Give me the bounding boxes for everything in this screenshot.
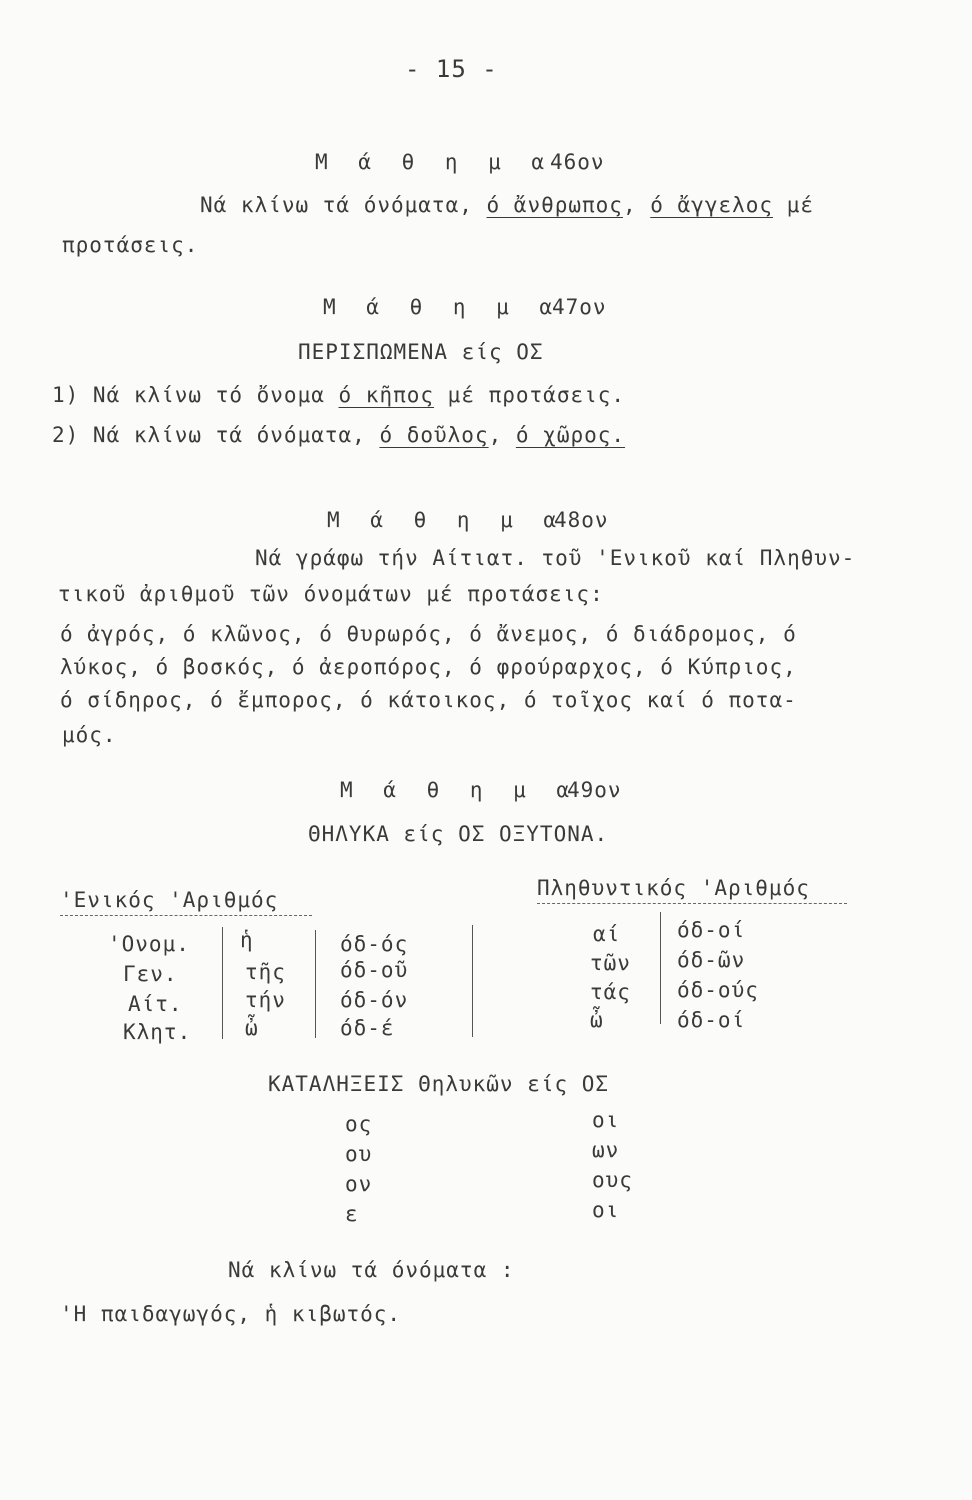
ending-singular: ε <box>345 1202 359 1226</box>
ending-plural: οι <box>592 1108 620 1132</box>
lesson-46-number: 46ον <box>550 150 605 174</box>
table-divider <box>315 930 316 1038</box>
lesson-48-line: τικοῦ ἀριθμοῦ τῶν όνομάτων μέ προτάσεις: <box>58 582 604 606</box>
table-divider <box>660 912 661 1024</box>
lesson-49-title: Μ ά θ η μ α <box>340 778 579 802</box>
ending-plural: ους <box>592 1168 633 1192</box>
sg-form: όδ-οῦ <box>340 958 409 982</box>
ex1-suffix: μέ προτάσεις. <box>434 383 626 407</box>
lesson-48-line: μός. <box>62 723 117 747</box>
lesson-48-number: 48ον <box>554 508 609 532</box>
lesson-48-title: Μ ά θ η μ α <box>327 508 566 532</box>
singular-header-underline <box>60 915 312 916</box>
lesson-48-line: ό σίδηρος, ό ἔμπορος, ό κάτοικος, ό τοῖχος καί ό ποτα- <box>60 688 797 712</box>
sg-article: ὦ <box>245 1016 259 1040</box>
pl-form: όδ-οί <box>677 1008 746 1032</box>
exercise-words: 'Η παιδαγωγός, ἡ κιβωτός. <box>60 1302 402 1326</box>
lesson-47-number: 47ον <box>552 295 607 319</box>
lesson-47-subtitle: ΠΕΡΙΣΠΩΜΕΝΑ είς ΟΣ <box>298 340 544 364</box>
lesson-47-exercise-2 <box>52 423 625 447</box>
table-divider <box>472 925 473 1037</box>
ending-singular: ου <box>345 1142 373 1166</box>
ex1-text: 1) Νά κλίνω τό ὄνομα <box>52 383 339 407</box>
pl-form: όδ-ούς <box>677 978 759 1002</box>
lesson-49-subtitle: ΘΗΛΥΚΑ είς ΟΣ ΟΞΥΤΟΝΑ. <box>308 822 609 846</box>
sg-article: τῆς <box>245 960 286 984</box>
page-number: - 15 - <box>405 55 498 83</box>
lesson-46-title: Μ ά θ η μ α <box>315 150 554 174</box>
lesson-46-suffix: μέ <box>773 193 814 217</box>
lesson-48-line: Νά γράφω τήν Αίτιατ. τοῦ 'Ενικοῦ καί Πληθυν- <box>255 546 856 570</box>
lesson-46-word1: ό ἄνθρωπος <box>486 193 623 217</box>
table-divider <box>222 927 223 1039</box>
sg-form: όδ-έ <box>340 1016 395 1040</box>
lesson-46-comma: , <box>622 193 651 217</box>
lesson-46-line2: προτάσεις. <box>62 233 199 257</box>
lesson-46-text: Νά κλίνω τά όνόματα, <box>200 193 487 217</box>
lesson-48-line: ό ἀγρός, ό κλῶνος, ό θυρωρός, ό ἄνεμος, ό διάδρομος, ό <box>60 622 797 646</box>
lesson-48-line: λύκος, ό βοσκός, ό ἀεροπόρος, ό φρούραρχος, ό Κύπριος, <box>60 655 797 679</box>
sg-article: ἡ <box>240 928 254 952</box>
singular-header: 'Ενικός 'Αριθμός <box>60 888 279 912</box>
case-label: Γεν. <box>123 962 178 986</box>
lesson-47-title: Μ ά θ η μ α <box>323 295 562 319</box>
ex2-sep: , <box>488 423 516 447</box>
endings-title: ΚΑΤΑΛΗΞΕΙΣ Θηλυκῶν είς ΟΣ <box>268 1072 610 1096</box>
case-label: 'Ονομ. <box>108 932 190 956</box>
lesson-47-exercise-1 <box>52 383 625 407</box>
ending-plural: οι <box>592 1198 620 1222</box>
sg-form: όδ-ός <box>340 932 409 956</box>
ending-singular: ος <box>345 1112 373 1136</box>
pl-form: όδ-ῶν <box>677 948 746 972</box>
ending-plural: ων <box>592 1138 620 1162</box>
pl-article: τάς <box>590 980 631 1004</box>
sg-form: όδ-όν <box>340 988 409 1012</box>
ex2-text: 2) Νά κλίνω τά όνόματα, <box>52 423 380 447</box>
pl-article: ὦ <box>590 1008 604 1032</box>
ex2-word1: ό δοῦλος <box>379 423 489 447</box>
case-label: Αίτ. <box>128 992 183 1016</box>
plural-header-underline <box>537 903 847 904</box>
ex2-word2: ό χῶρος. <box>515 423 626 447</box>
ex1-word: ό κῆπος <box>338 383 435 407</box>
plural-header: Πληθυντικός 'Αριθμός <box>537 876 810 900</box>
exercise-instruction: Νά κλίνω τά όνόματα : <box>228 1258 515 1282</box>
lesson-46-line1 <box>200 193 814 217</box>
lesson-49-number: 49ον <box>567 778 622 802</box>
pl-article: τῶν <box>590 951 631 975</box>
sg-article: τήν <box>245 988 286 1012</box>
pl-article: αί <box>593 922 621 946</box>
ending-singular: ον <box>345 1172 373 1196</box>
pl-form: όδ-οί <box>677 918 746 942</box>
lesson-46-word2: ό ἄγγελος <box>650 193 774 217</box>
case-label: Κλητ. <box>123 1020 192 1044</box>
